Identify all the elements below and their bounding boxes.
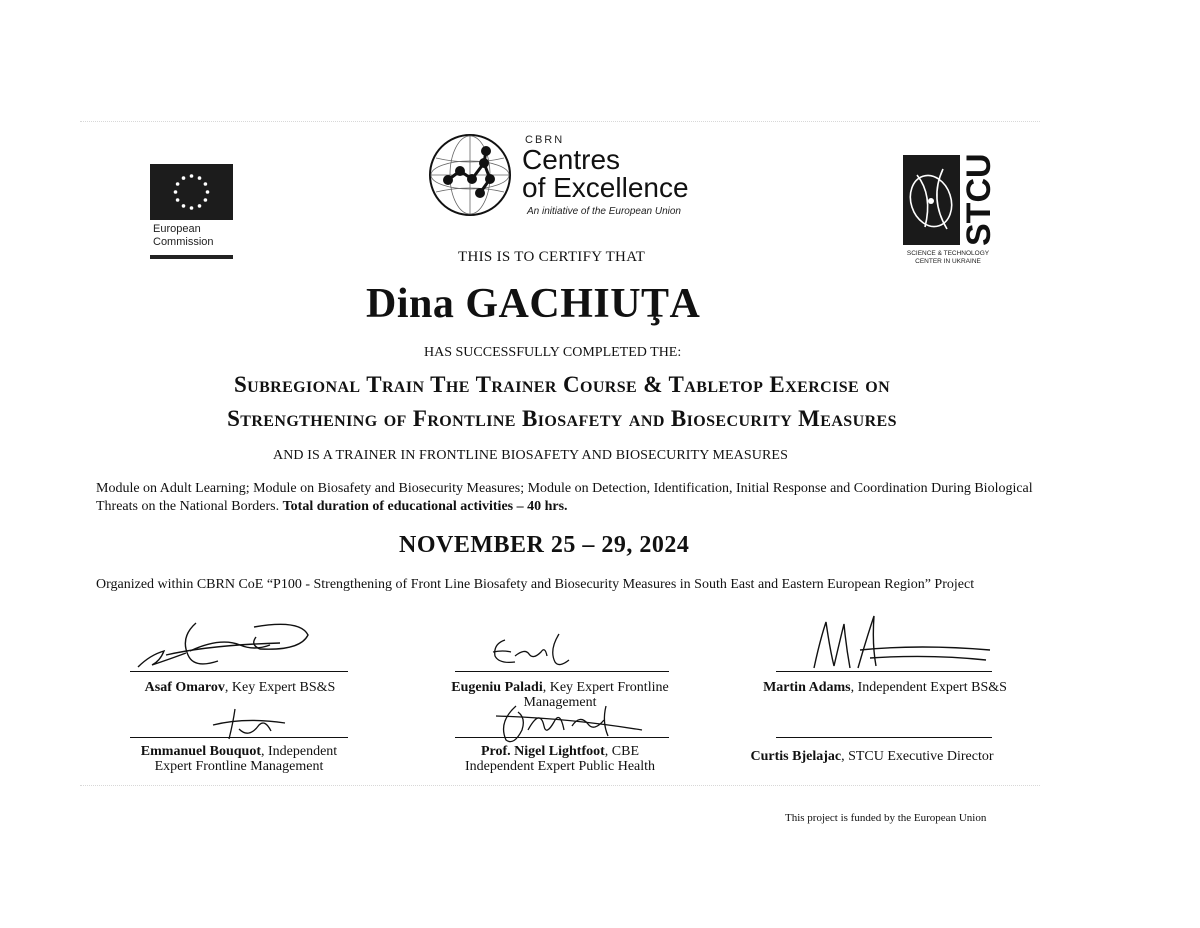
modules-paragraph (96, 480, 1036, 516)
eu-logo-underline (150, 255, 233, 259)
signature-adams (800, 610, 1000, 676)
scan-border-top (80, 121, 1040, 122)
stcu-caption-line2: CENTER IN UKRAINE (915, 258, 981, 265)
funding-note: This project is funded by the European Union (785, 812, 987, 824)
signatory-role: , Key Expert Frontline (542, 680, 669, 695)
signatory-role-line2: Independent Expert Public Health (464, 759, 656, 774)
recipient-name: Dina GACHIUŢA (366, 281, 701, 327)
eu-flag-logo (150, 164, 233, 220)
certify-heading: THIS IS TO CERTIFY THAT (458, 249, 646, 265)
signatory-role: , Independent (261, 744, 338, 759)
stcu-emblem-icon (903, 155, 960, 245)
signatory-name: Curtis Bjelajac (750, 749, 842, 764)
modules-list: Module on Adult Learning; Module on Biosafety and Biosecurity Measures; Module on Detection, Identification, Initial Response and Coordination During Biological Threats on the National Borders. (96, 481, 1033, 514)
organized-statement: Organized within CBRN CoE “P100 - Strengthening of Front Line Biosafety and Biosecurity Measures in South East and Eastern European Region” Project (96, 577, 975, 592)
cbrn-logo-tagline: An initiative of the European Union (527, 206, 681, 217)
cbrn-globe-icon (428, 133, 512, 217)
signature-line-omarov (130, 671, 348, 672)
eu-logo-line2: Commission (153, 236, 214, 248)
signatory-name: Asaf Omarov (144, 680, 225, 695)
signature-paladi (485, 630, 575, 672)
signatory-role: , STCU Executive Director (841, 749, 994, 764)
eu-logo-line1: European (153, 223, 201, 235)
trainer-statement: AND IS A TRAINER IN FRONTLINE BIOSAFETY AND BIOSECURITY MEASURES (273, 448, 788, 463)
signatory-role: , CBE (604, 744, 639, 759)
completed-text: HAS SUCCESSFULLY COMPLETED THE: (424, 345, 682, 360)
stcu-logo-caption (895, 250, 1001, 266)
stcu-wordmark (958, 150, 998, 250)
stcu-wordmark-text: STCU (960, 153, 998, 246)
signature-line-bouquot (130, 737, 348, 738)
signature-omarov (130, 615, 320, 675)
eu-stars-icon (150, 164, 233, 220)
signatory-name: Eugeniu Paladi (451, 680, 543, 695)
scan-border-bottom (80, 785, 1040, 786)
signatory-role-line2: Management (523, 695, 597, 710)
signature-line-paladi (455, 671, 669, 672)
signatory-role-line2: Expert Frontline Management (154, 759, 324, 774)
signature-line-lightfoot (455, 737, 669, 738)
eu-logo-text (153, 223, 214, 249)
course-title-line2: Strengthening of Frontline Biosafety and Biosecurity Measures (227, 406, 897, 431)
signature-line-adams (776, 671, 992, 672)
cbrn-small-label: CBRN (525, 134, 565, 146)
signatory-bjelajac (722, 749, 1022, 764)
signatory-role: , Independent Expert BS&S (850, 680, 1007, 695)
signatory-role: , Key Expert BS&S (224, 680, 336, 695)
stcu-caption-line1: SCIENCE & TECHNOLOGY (906, 250, 990, 257)
course-dates: NOVEMBER 25 – 29, 2024 (399, 532, 690, 558)
signature-line-bjelajac (776, 737, 992, 738)
signatory-adams (735, 680, 1035, 695)
signatory-name: Prof. Nigel Lightfoot (480, 744, 605, 759)
signatory-lightfoot (420, 744, 700, 774)
signatory-bouquot (104, 744, 374, 774)
cbrn-logo-line1: Centres (522, 144, 621, 175)
signatory-omarov (120, 680, 360, 695)
course-title-line1: Subregional Train The Trainer Course & Tabletop Exercise on (233, 372, 891, 397)
signatory-name: Emmanuel Bouquot (140, 744, 261, 759)
cbrn-logo-line2: of Excellence (522, 172, 689, 203)
duration-text: Total duration of educational activities – 40 hrs. (282, 499, 568, 514)
signatory-name: Martin Adams (763, 680, 851, 695)
